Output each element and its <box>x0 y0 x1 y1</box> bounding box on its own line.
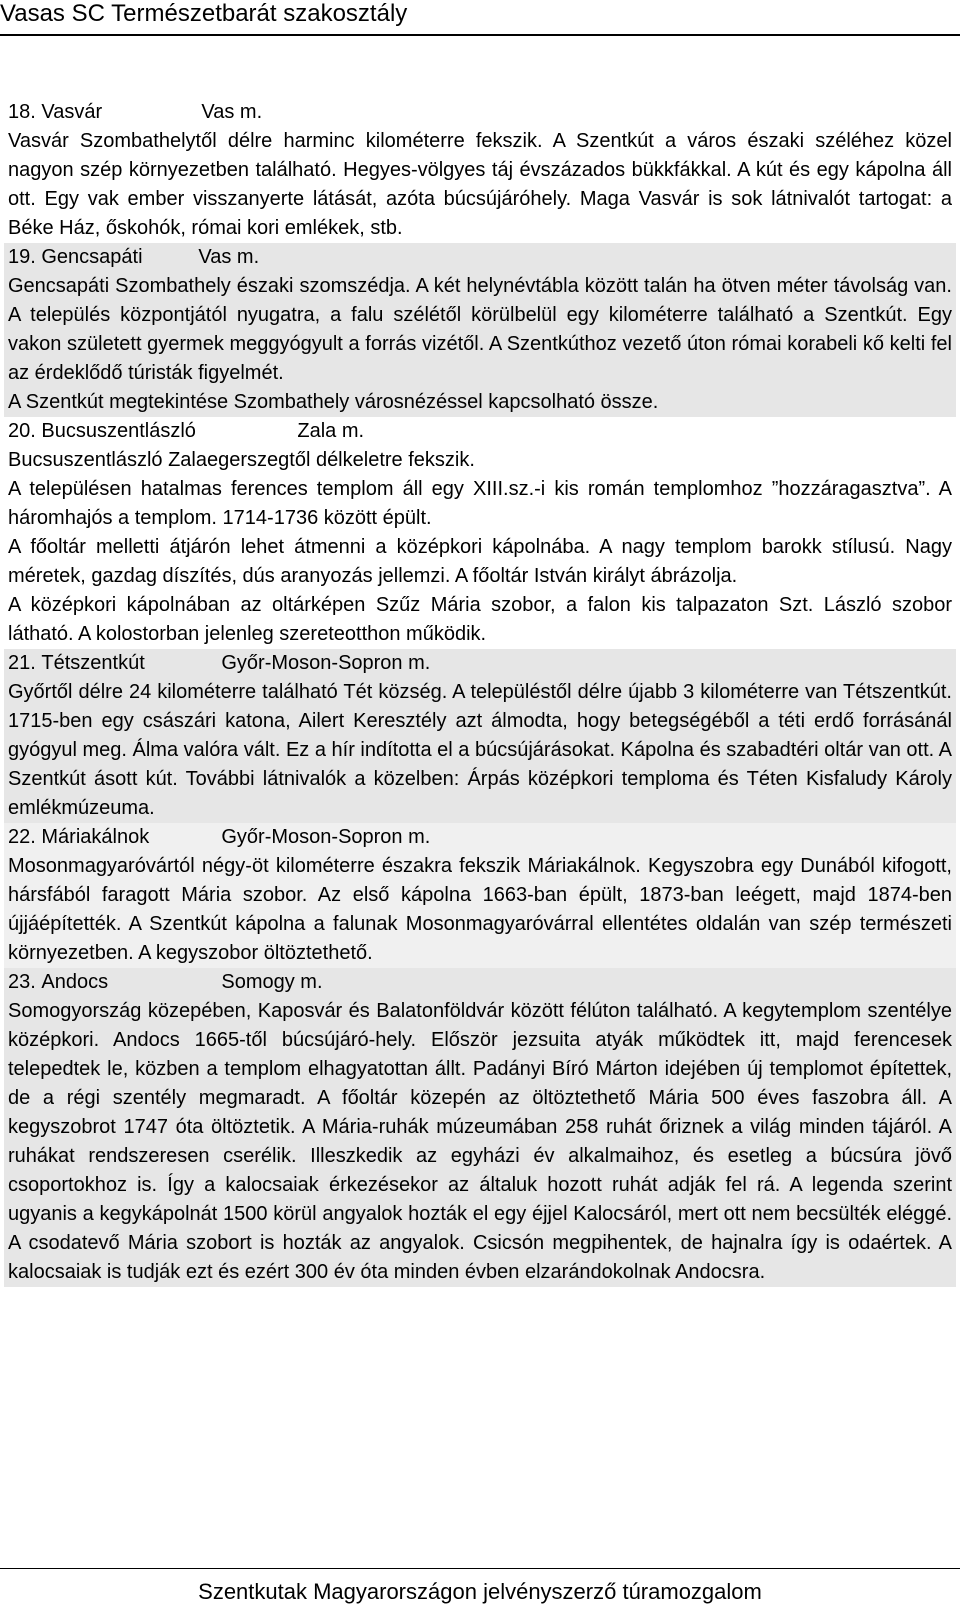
entry-place: Máriakálnok <box>41 826 150 848</box>
entry-county: Zala m. <box>297 420 365 442</box>
entry-paragraph: A főoltár melletti átjárón lehet átmenni a középkori kápolnába. A nagy templom barokk stílusú. Nagy méretek, gazdag díszítés, dús aranyozás jellemzi. A főoltár István királyt ábrázolja. <box>8 536 952 587</box>
entry-title <box>8 968 952 997</box>
entry-county: Somogy m. <box>221 971 323 993</box>
header-title: Vasas SC Természetbarát szakosztály <box>0 0 408 27</box>
entry-20 <box>4 417 956 649</box>
entry-title <box>8 417 952 446</box>
page-header <box>0 0 960 36</box>
entry-number: 23. <box>8 971 36 993</box>
entry-paragraph: Gencsapáti Szombathely északi szomszédja. A két helynévtábla között talán ha ötven méter távolság van. A település központjától nyugatra, a falu szélétől körülbelül egy kilométerre található a Szentkút. Egy vakon született gyermek meggyógyult a forrás vizétől. A Szentkúthoz vezető úton római korabeli kő kelti fel az érdeklődő túristák figyelmét. <box>8 275 952 384</box>
entry-county: Győr-Moson-Sopron m. <box>221 826 431 848</box>
entry-county: Győr-Moson-Sopron m. <box>221 652 431 674</box>
footer-text: Szentkutak Magyarországon jelvényszerző túramozgalom <box>198 1579 762 1604</box>
entry-23 <box>4 968 956 1287</box>
entry-18 <box>4 98 956 243</box>
entry-number: 18. <box>8 101 36 123</box>
entry-paragraph: A Szentkút megtekintése Szombathely városnézéssel kapcsolható össze. <box>8 391 659 413</box>
entry-number: 19. <box>8 246 36 268</box>
entry-place: Andocs <box>41 971 109 993</box>
entry-place: Vasvár <box>41 101 103 123</box>
entry-number: 21. <box>8 652 36 674</box>
entry-county: Vas m. <box>201 101 263 123</box>
entry-paragraph: A településen hatalmas ferences templom áll egy XIII.sz.-i kis román templomhoz ”hozzáragasztva”. A háromhajós a templom. 1714-1736 között épült. <box>8 478 952 529</box>
entry-paragraph: Bucsuszentlászló Zalaegerszegtől délkeletre fekszik. <box>8 449 475 471</box>
entry-number: 20. <box>8 420 36 442</box>
entry-paragraph: A középkori kápolnában az oltárképen Szűz Mária szobor, a falon kis talpazaton Szt. László szobor látható. A kolostorban jelenleg szereteotthon működik. <box>8 594 952 645</box>
entry-paragraph: Somogyország közepében, Kaposvár és Balatonföldvár között félúton található. A kegytemplom szentélye középkori. Andocs 1665-től búcsújáró-hely. Először jezsuita atyák működtek itt, majd ferencesek telepedtek le, közben a templom elhagyatottan állt. Padányi Bíró Márton idejében új templomot építettek, de a régi szentély megmaradt. A főoltár közepén az öltöztethető Mária 500 éves faszobra áll. A kegyszobrot 1747 óta öltöztetik. A Mária-ruhák múzeumában 258 ruhát őriznek a világ minden tájáról. A ruhákat rendszeresen cserélik. Illeszkedik az egyházi év alkalmaihoz, és esetleg a búcsúra jövő csoportokhoz is. Így a kalocsaiak érkezésekor az általuk hozott ruhát adják fel rá. A legenda szerint ugyanis a kegykápolnát 1500 körül angyalok hozták el egy éjjel Kalocsáról, mert ott nem becsülték eléggé. A csodatevő Mária szobort is hozták az angyalok. Csicsón megpihentek, de hajnalra így is odaértek. A kalocsaiak is tudják ezt és ezért 300 év óta minden évben elzarándokolnak Andocsra. <box>8 1000 952 1283</box>
entry-paragraph: Mosonmagyaróvártól négy-öt kilométerre északra fekszik Máriakálnok. Kegyszobra egy Dunából kifogott, hársfából faragott Mária szobor. Az első kápolna 1663-ban épült, 1873-ban leégett, majd 1874-ben újjáépítették. A Szentkút kápolna a falunak Mosonmagyaróvárral ellentétes oldalán van szép természeti környezetben. A kegyszobor öltöztethető. <box>8 855 952 964</box>
entry-place: Bucsuszentlászló <box>41 420 196 442</box>
page-footer <box>0 1568 960 1605</box>
entry-paragraph: Győrtől délre 24 kilométerre található Tét község. A településtől délre újabb 3 kilométerre van Tétszentkút. 1715-ben egy császári katona, Ailert Keresztély azt álmodta, hogy betegségéből a téti erdő forrásánál gyógyul meg. Álma valóra vált. Ez a hír indította el a búcsújárásokat. Kápolna és szabadtéri oltár van ott. A Szentkút ásott kút. További látnivalók a közelben: Árpás középkori temploma és Téten Kisfaludy Károly emlékmúzeuma. <box>8 681 952 819</box>
entry-title <box>8 823 952 852</box>
entry-paragraph: Vasvár Szombathelytől délre harminc kilométerre fekszik. A Szentkút a város északi széléhez közel nagyon szép környezetben található. Hegyes-völgyes táj évszázados bükkfákkal. A kút és egy kápolna áll ott. Egy vak ember visszanyerte látását, azóta búcsújáróhely. Maga Vasvár is sok látnivalót tartogat: a Béke Ház, őskohók, római kori emlékek, stb. <box>8 130 952 239</box>
entry-22 <box>4 823 956 968</box>
entry-19 <box>4 243 956 417</box>
entry-number: 22. <box>8 826 36 848</box>
document-body <box>4 98 956 1287</box>
entry-county: Vas m. <box>198 246 260 268</box>
entry-title <box>8 98 952 127</box>
entry-place: Gencsapáti <box>41 246 143 268</box>
entry-title <box>8 243 952 272</box>
entry-title <box>8 649 952 678</box>
entry-place: Tétszentkút <box>41 652 145 674</box>
entry-21 <box>4 649 956 823</box>
